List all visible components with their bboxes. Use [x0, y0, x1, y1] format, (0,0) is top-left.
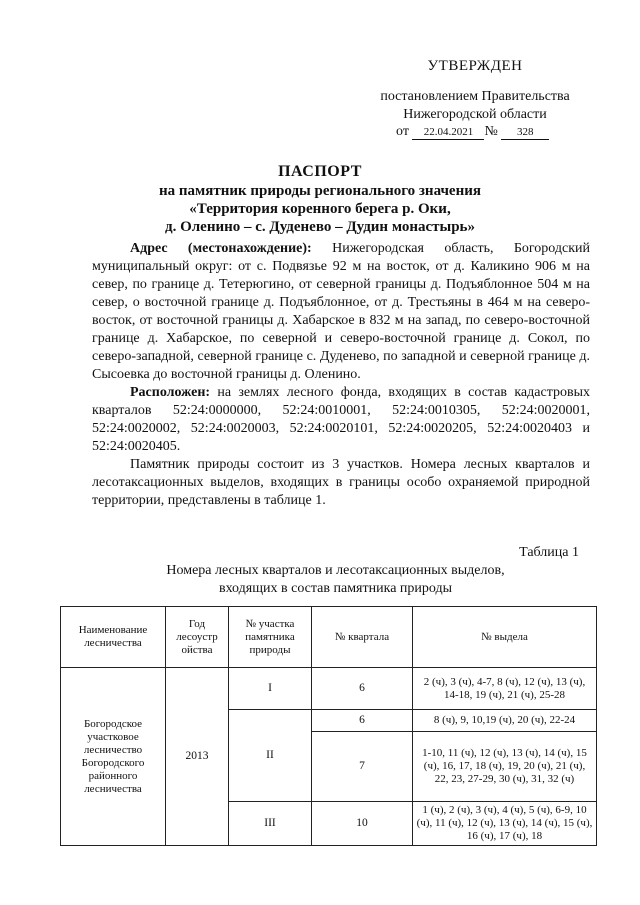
- cell-year: 2013: [166, 668, 229, 846]
- header-year: Год лесоустр ойства: [166, 607, 229, 668]
- approval-date-number: [396, 124, 549, 140]
- cell-forestry: Богородское участковое лесничество Богородского районного лесничества: [61, 668, 166, 846]
- approval-authority-line2: Нижегородской области: [403, 107, 547, 122]
- approval-date: 22.04.2021: [412, 126, 484, 140]
- table-row: [61, 668, 597, 710]
- cell-sections: 8 (ч), 9, 10,19 (ч), 20 (ч), 22-24: [413, 710, 597, 732]
- cell-sections: 1 (ч), 2 (ч), 3 (ч), 4 (ч), 5 (ч), 6-9, 10 (ч), 11 (ч), 12 (ч), 13 (ч), 14 (ч), 15 (ч), 16 (ч), 17 (ч), 18: [413, 802, 597, 846]
- cell-quarter: 10: [312, 802, 413, 846]
- title-line3: «Территория коренного берега р. Оки,: [189, 201, 451, 217]
- approval-number: 328: [501, 126, 549, 140]
- address-label: Адрес (местонахождение):: [130, 241, 312, 256]
- from-label: от: [396, 124, 409, 139]
- approval-authority-line1: постановлением Правительства: [380, 89, 570, 104]
- document-title: [60, 163, 580, 236]
- table-title-line1: Номера лесных кварталов и лесотаксационных выделов,: [166, 563, 505, 578]
- composition-paragraph: Памятник природы состоит из 3 участков. Номера лесных кварталов и лесотаксационных выделов, входящих в границы особо охраняемой природной территории, представлены в таблице 1.: [92, 457, 590, 508]
- header-plot: № участка памятника природы: [229, 607, 312, 668]
- cell-sections: 2 (ч), 3 (ч), 4-7, 8 (ч), 12 (ч), 13 (ч), 14-18, 19 (ч), 21 (ч), 25-28: [413, 668, 597, 710]
- header-forestry: Наименование лесничества: [61, 607, 166, 668]
- header-quarter: № квартала: [312, 607, 413, 668]
- forest-quarters-table: [60, 606, 597, 846]
- address-text: Нижегородская область, Богородский муниципальный округ: от с. Подвязье 92 м на восток, от д. Каликино 906 м на север, по границе д. Тетерюгино, от северной границы д. Подъяблонное 504 м на север, о восточной границе д. Подъяблонное, от д. Трестьяны в 464 м на северо-восток, от восточной границы д. Хабарское в 832 м на запад, по северо-восточной границе д. Хабарское, по северной и северо-восточной границе д. Сокол, по северо-западной, северной границе с. Дуденево, по западной и северной границе д. Сысоевка до восточной границы д. Оленино.: [92, 241, 591, 382]
- table-caption: [92, 544, 579, 598]
- header-sections: № выдела: [413, 607, 597, 668]
- table-header-row: [61, 607, 597, 668]
- table-title-line2: входящих в состав памятника природы: [218, 581, 453, 596]
- located-text: на землях лесного фонда, входящих в состав кадастровых кварталов 52:24:0000000, 52:24:0010001, 52:24:0010305, 52:24:0020001, 52:24:0020002, 52:24:0020003, 52:24:0020101, 52:24:0020205, 52:24:0020403 и 52:24:0020405.: [92, 385, 590, 454]
- cell-quarter: 6: [312, 710, 413, 732]
- number-label: №: [484, 124, 498, 139]
- title-line4: д. Оленино – с. Дуденево – Дудин монастырь»: [164, 219, 475, 235]
- cell-quarter: 7: [312, 732, 413, 802]
- located-label: Расположен:: [130, 385, 211, 400]
- document-body: [92, 240, 590, 510]
- approval-stamp-title: УТВЕРЖДЕН: [427, 58, 523, 74]
- cell-quarter: 6: [312, 668, 413, 710]
- title-line2: на памятник природы регионального значения: [159, 183, 481, 199]
- approval-authority: [360, 88, 590, 124]
- title-passport: ПАСПОРТ: [278, 163, 362, 180]
- address-paragraph: [92, 240, 590, 384]
- cell-plot: II: [229, 710, 312, 802]
- cell-plot: I: [229, 668, 312, 710]
- located-paragraph: [92, 384, 590, 456]
- cell-plot: III: [229, 802, 312, 846]
- cell-sections: 1-10, 11 (ч), 12 (ч), 13 (ч), 14 (ч), 15 (ч), 16, 17, 18 (ч), 19, 20 (ч), 21 (ч), 22, 23, 27-29, 30 (ч), 31, 32 (ч): [413, 732, 597, 802]
- table-number: Таблица 1: [519, 545, 579, 560]
